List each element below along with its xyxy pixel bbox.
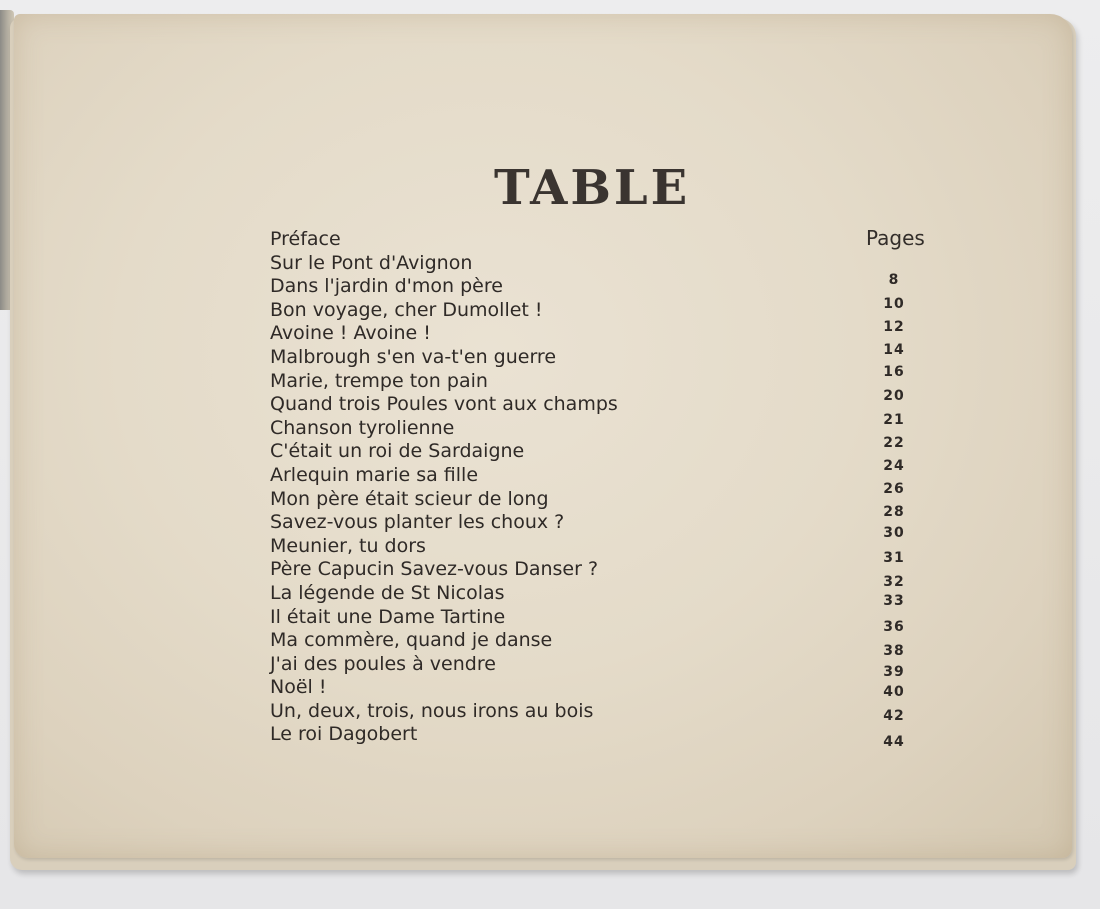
- contents-entry: Un, deux, trois, nous irons au bois: [270, 699, 594, 722]
- contents-list: [270, 228, 710, 747]
- page-number: 12: [883, 319, 905, 335]
- page-number: 10: [883, 296, 905, 312]
- page-number: 8: [888, 272, 900, 288]
- contents-entry: Arlequin marie sa fille: [270, 463, 479, 486]
- contents-entry: Quand trois Poules vont aux champs: [270, 393, 618, 416]
- page-number: 32: [883, 574, 905, 590]
- page-number: 36: [883, 619, 905, 635]
- contents-entry: J'ai des poules à vendre: [270, 652, 496, 675]
- page-number: 42: [883, 708, 905, 724]
- contents-entry: Père Capucin Savez-vous Danser ?: [270, 558, 599, 581]
- page-number: 26: [883, 481, 905, 497]
- contents-entry: Ma commère, quand je danse: [270, 629, 553, 652]
- page-number: 39: [883, 664, 905, 680]
- contents-entry: La légende de St Nicolas: [270, 581, 505, 604]
- contents-entry: Noël !: [270, 676, 327, 699]
- page-number: 24: [883, 458, 905, 474]
- contents-entry: Il était une Dame Tartine: [270, 605, 506, 628]
- page-number: 21: [883, 412, 905, 428]
- page-number: 28: [883, 504, 905, 520]
- page-number: 31: [883, 550, 905, 566]
- contents-entry: Meunier, tu dors: [270, 534, 426, 557]
- page-number: 20: [883, 388, 905, 404]
- contents-entry: Marie, trempe ton pain: [270, 369, 488, 392]
- page-number: 22: [883, 435, 905, 451]
- page-number: 16: [883, 364, 905, 380]
- contents-entry: Le roi Dagobert: [270, 723, 418, 746]
- page-number: 38: [883, 643, 905, 659]
- page-heading: TABLE: [494, 160, 691, 216]
- contents-entry: Savez-vous planter les choux ?: [270, 511, 565, 534]
- page-number: 30: [883, 525, 905, 541]
- page-number: 44: [883, 734, 905, 750]
- contents-entry: Sur le Pont d'Avignon: [270, 251, 473, 274]
- pages-column-label: Pages: [866, 226, 925, 250]
- contents-entry: Avoine ! Avoine !: [270, 322, 431, 345]
- contents-entry: Dans l'jardin d'mon père: [270, 275, 503, 298]
- contents-entry: Bon voyage, cher Dumollet !: [270, 298, 543, 321]
- page-number: 14: [883, 342, 905, 358]
- contents-entry: Malbrough s'en va-t'en guerre: [270, 345, 557, 368]
- page-number: 33: [883, 593, 905, 609]
- contents-entry: Préface: [270, 228, 341, 250]
- contents-entry: C'était un roi de Sardaigne: [270, 440, 525, 463]
- contents-entry: Mon père était scieur de long: [270, 487, 549, 510]
- contents-entry: Chanson tyrolienne: [270, 416, 455, 439]
- page-number: 40: [883, 684, 905, 700]
